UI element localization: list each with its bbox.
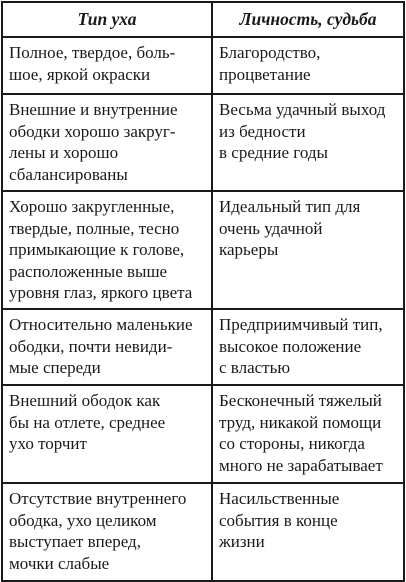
cell-ear-type: Внешний ободок как бы на отлете, среднее ухо торчит (2, 385, 212, 483)
table-row (2, 37, 404, 94)
cell-fate: Предприимчивый тип, высокое положение с властью (212, 309, 404, 385)
table-row (2, 191, 404, 309)
table-row (2, 483, 404, 581)
cell-ear-type: Хорошо закругленные, твердые, полные, тесно примыкающие к голове, расположенные выше уровня глаз, яркого цвета (2, 191, 212, 309)
cell-fate: Благородство, процветание (212, 37, 404, 94)
cell-fate: Насильственные события в конце жизни (212, 483, 404, 581)
cell-fate: Идеальный тип для очень удачной карьеры (212, 191, 404, 309)
ear-type-table (1, 1, 405, 582)
cell-fate: Весьма удачный выход из бедности в средние годы (212, 94, 404, 191)
cell-ear-type: Внешние и внутренние ободки хорошо закруг- лены и хорошо сбалансированы (2, 94, 212, 191)
cell-fate: Бесконечный тяжелый труд, никакой помощи со стороны, никогда много не зарабатывает (212, 385, 404, 483)
cell-ear-type: Отсутствие внутреннего ободка, ухо целиком выступает вперед, мочки слабые (2, 483, 212, 581)
cell-ear-type: Относительно маленькие ободки, почти невиди- мые спереди (2, 309, 212, 385)
header-personality-fate: Личность, судьба (212, 2, 404, 37)
table-row (2, 309, 404, 385)
cell-ear-type: Полное, твердое, боль- шое, яркой окраски (2, 37, 212, 94)
header-ear-type: Тип уха (2, 2, 212, 37)
table-row (2, 94, 404, 191)
table-header-row (2, 2, 404, 37)
table-row (2, 385, 404, 483)
